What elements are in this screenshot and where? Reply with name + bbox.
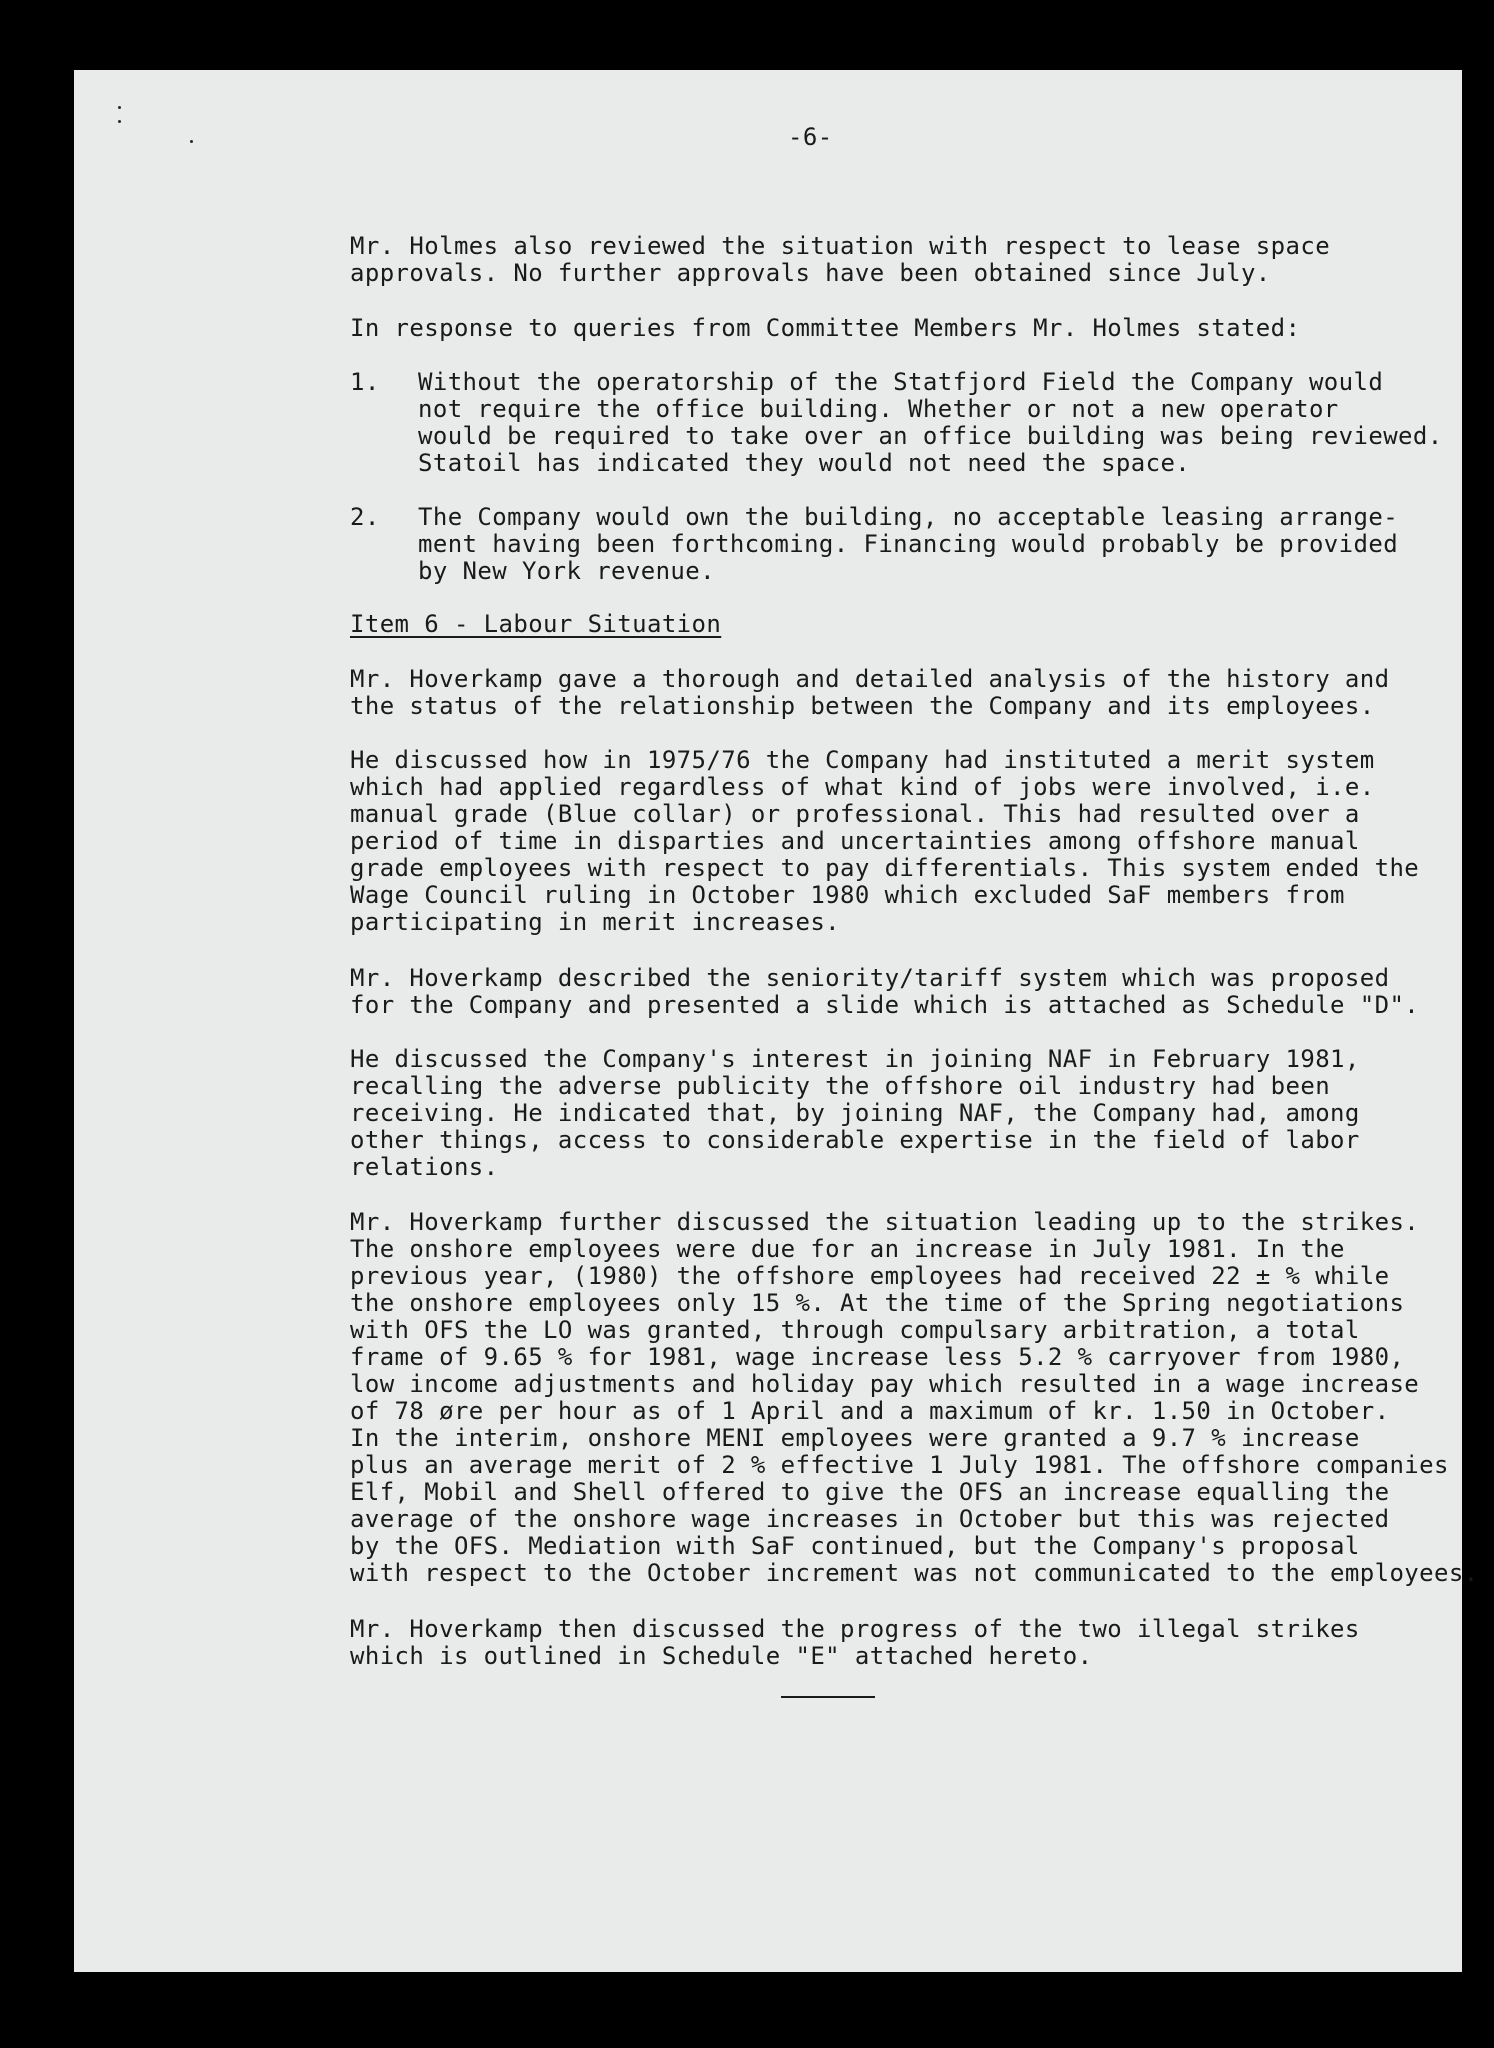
paragraph-merit-system: He discussed how in 1975/76 the Company had instituted a merit system which had applied regardless of what kind of jobs were involved, i.e. manual grade (Blue collar) or professional. This had resulted over a period of time in disparties and uncertainties among offshore manual grade employees with respect to pay differentials. This system ended Wage Council ruling in October 1980 which excluded SaF members from participating in merit increases.	[350, 746, 1375, 936]
page-number: -6-	[788, 123, 833, 151]
list-item-text: The Company would own the building, no acceptable leasing arrange- ment having been forthcoming. Financing would probably be provided by New York revenue.	[418, 503, 1399, 585]
list-item-number: 1.	[350, 368, 380, 396]
paper-sheet	[74, 70, 1462, 1972]
scan-speck	[190, 140, 193, 143]
list-item-text: Without the operatorship of the Statfjord Field the Company would not require the office building. Whether or not a new operator would be required to take over an office building was being reviewed. Statoil has indicated they would not need the space.	[418, 368, 1443, 477]
scan-speck	[118, 106, 121, 109]
paragraph-queries-intro: In response to queries from Committee Members Mr. Holmes stated:	[350, 314, 1301, 342]
end-of-section-rule	[781, 1696, 875, 1698]
paragraph-strikes-lead-up: Mr. Hoverkamp further discussed the situation leading up to the strikes. The onshore employees were due for an increase in July 1981. In the previous year, (1980) the offshore employees had received 22 ± % while the onshore employees only 15 %. At the time of the Spring negotiations with OFS the LO was granted, through compulsary arbitration, a total frame of 9.65 % for 1981, wage increase less 5.2 % carryover from 1980, low income adjustments and holiday pay which resulted in a wage increase of 78 øre per hour as of 1 April and a maximum of kr. 1.50 in October. In the interim, onshore MENI employees were granted a 9.7 % increase plus an average merit of 2 % effective 1 July 1981. The offshore companies Elf, Mobil and Shell offered to give the OFS an increase equalling the average of the onshore wage increases in October but this was rejected by the OFS. Mediation with SaF continued, but the Company's proposal with respect to the October increment was not communicated to the	[350, 1208, 1449, 1587]
paragraph-holmes-lease: Mr. Holmes also reviewed the situation with respect to lease space approvals. No further approvals have been obtained since July.	[350, 232, 1331, 287]
section-heading: Item 6 - Labour Situation	[350, 610, 722, 638]
scan-speck	[118, 120, 121, 123]
paragraph-hoverkamp-analysis: Mr. Hoverkamp gave a thorough and detailed analysis of the history and the status of the relationship between the Company and its employees.	[350, 665, 1390, 720]
paragraph-illegal-strikes: Mr. Hoverkamp then discussed the progress of the two illegal strikes which is outlined in Schedule "E" attached hereto.	[350, 1615, 1360, 1670]
paragraph-seniority-tariff: Mr. Hoverkamp described the seniority/tariff system which was proposed for the Company and presented a slide which is attached as Schedule "D".	[350, 964, 1420, 1019]
paragraph-naf: He discussed the Company's interest in joining NAF in February 1981, recalling the adverse publicity the offshore oil industry had been receiving. He indicated that, by joining NAF, the Company had, among other things, access to considerable expertise in the field of labor relations.	[350, 1045, 1360, 1181]
list-item-number: 2.	[350, 503, 380, 531]
